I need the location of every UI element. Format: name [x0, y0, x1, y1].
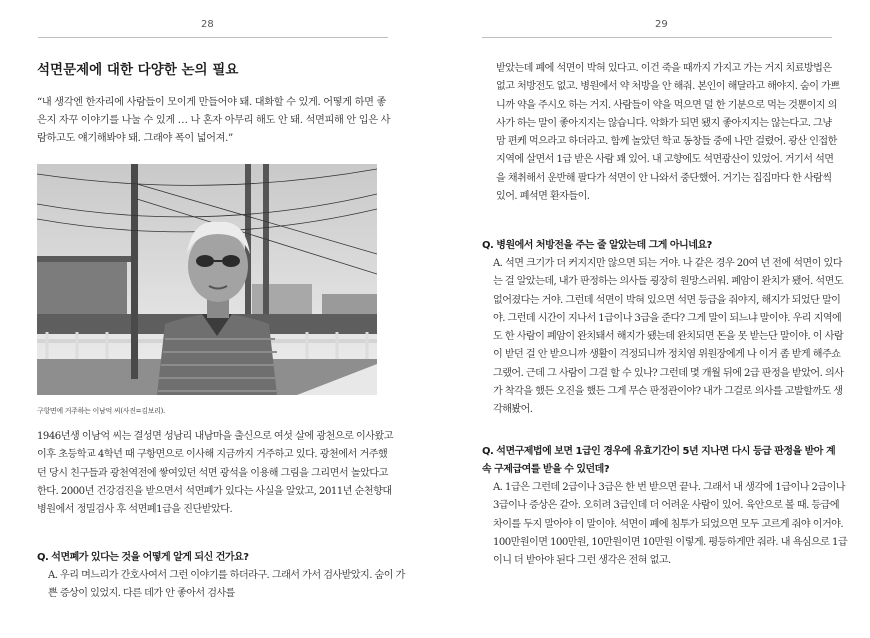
- answer-1: A. 우리 며느리가 간호사여서 그런 이야기를 하더라구. 그래서 가서 검사받았지. 숨이 가쁜 증상이 있었지. 다른 데가 안 좋아서 검사를: [48, 570, 405, 600]
- right-page: [435, 0, 870, 638]
- building: [37, 259, 127, 319]
- photo-caption: 구항면에 거주하는 이남억 씨(사진=김보리).: [37, 407, 165, 415]
- page-number-left: 28: [201, 19, 214, 30]
- interviewee-photo: [37, 164, 377, 395]
- photo-illustration: [37, 164, 377, 395]
- answer-1-continued: 받았는데 폐에 석면이 박혀 있다고. 이건 죽을 때까지 가지고 가는 거지 치료방법은 없고 처방전도 없고. 병원에서 약 처방을 안 해줘. 본인이 해달라고 해야지. 숨이 가쁘니까 약을 주시오 하는 거지. 사람들이 약을 먹으면 덜 한 기분으로 먹는 것뿐이지 의사가 하는 말이 좋아지지는 않습니다. 악화가 되면 됐지 좋아지지는 않는다고. 그냥 맘 편케 먹으라고 하더라고. 함께 놀았던 학교 동창들 중에 나만 걸렸어. 광산 인접한 지역에 살면서 1급 받은 사람 꽤 있어. 내 고향에도 석면광산이 있었어. 거기서 석면을 채취해서 운반해 팔다가 석면이 안 나와서 중단했어. 거기는 집집마다 한 사람씩 있어. 폐석면 환자들이.: [496, 63, 840, 203]
- header-rule-left: [38, 37, 388, 38]
- answer-3: A. 1급은 그런데 2급이나 3급은 한 번 받으면 끝나. 그래서 내 생각에 1급이나 2급이나 3급이나 증상은 같아. 오히려 3급인데 더 어려운 사람이 있어. 육안으로 볼 때. 등급에 차이를 두지 말아야 이 말이야. 석면이 폐에 침투가 되었으면 모두 고르게 줘야 이거야. 100만원이면 100만원, 10만원이면 10만원 이렇게. 평등하게만 줘라. 내 욕심으로 1급이니 더 받아야 된다 그런 생각은 전혀 없고.: [493, 482, 848, 567]
- header-rule-right: [482, 37, 832, 38]
- answer-2: A. 석면 크기가 더 커지지만 않으면 되는 거야. 나 같은 경우 20여 년 전에 석면이 있다는 걸 알았는데, 내가 판정하는 의사들 굉장히 원망스러워. 폐암이 완치가 됐어. 석면도 없어졌다는 거야. 그런데 석면이 박혀 있으면 석면 등급을 줘야지, 해지가 되었단 말이야. 그런데 시간이 지나서 1급이나 3급을 준다? 그게 말이 되느냐 말이야. 우리 지역에도 한 사람이 폐암이 완치돼서 해지가 됐는데 완치되면 돈을 못 받는단 말이야. 이 사람이 받던 걸 안 받으니까 생활이 걱정되니까 정치염 위원장에게 나 이거 좀 받게 해주쇼 그랬어. 근데 그 사람이 그걸 할 수 있나? 그런데 몇 개월 뒤에 2급 판정을 받았어. 의사가 착각을 했든 오진을 했든 그게 무슨 판정관이야? 내가 그걸로 의사를 고발할까도 생각해봤어.: [493, 258, 844, 416]
- question-1: Q. 석면폐가 있다는 것을 어떻게 알게 되신 건가요?: [37, 552, 249, 563]
- interview-quote: “내 생각엔 한자리에 사람들이 모이게 만들어야 돼. 대화할 수 있게. 어떻게 하면 좋은지 자꾸 이야기를 나눌 수 있게 … 나 혼자 아무리 해도 안 돼. 석면피해 안 입은 사람하고도 얘기해봐야 돼. 그래야 폭이 넓어져.”: [37, 97, 391, 144]
- question-3: Q. 석면구제법에 보면 1급인 경우에 유효기간이 5년 지나면 다시 등급 판정을 받아 계속 구제급여를 받을 수 있던데?: [482, 446, 836, 475]
- section-heading: 석면문제에 대한 다양한 논의 필요: [37, 62, 239, 78]
- answer-1-continued-block: [496, 60, 841, 206]
- utility-pole: [131, 164, 138, 379]
- question-2: Q. 병원에서 처방전을 주는 줄 알았는데 그게 아니네요?: [482, 240, 712, 251]
- biography-paragraph: 1946년생 이남억 씨는 결성면 성남리 내남마을 출신으로 여섯 살에 광천으로 이사왔고 이후 초등학교 4학년 때 구항면으로 이사해 지금까지 거주하고 있다. 광천에서 거주했던 당시 친구들과 광천역전에 쌓여있던 석면 광석을 이용해 그림을 그리면서 놀았다고 한다. 2000년 건강검진을 받으면서 석면폐가 있다는 사실을 알았고, 2011년 순천향대병원에서 정밀검사 후 석면폐1급을 진단받았다.: [37, 431, 394, 516]
- page-number-right: 29: [655, 19, 668, 30]
